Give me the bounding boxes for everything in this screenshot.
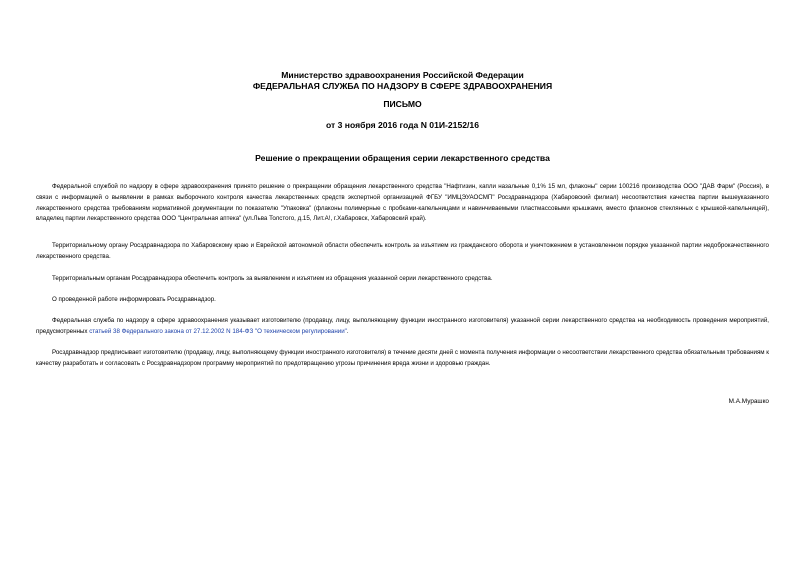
paragraph-territorial-control: Территориальным органам Росздравнадзора обеспечить контроль за выявлением и изъятием из обращения указанной серии лекарственного средства.	[52, 275, 493, 282]
document-subject: Решение о прекращении обращения серии лекарственного средства	[255, 153, 550, 163]
document-type: ПИСЬМО	[383, 99, 422, 109]
ministry-name: Министерство здравоохранения Российской Федерации	[281, 70, 524, 80]
service-name: ФЕДЕРАЛЬНАЯ СЛУЖБА ПО НАДЗОРУ В СФЕРЕ ЗДРАВООХРАНЕНИЯ	[252, 81, 553, 91]
paragraph-text-end: .	[346, 327, 349, 335]
paragraph-text: Федеральная служба по надзору в сфере здравоохранения указывает изготовителю (продавцу, лицу, выполняющему функции иностранного изготовителя) указанной серии лекарственного средства на необходимость проведения мероприятий, предусмотренных	[36, 317, 769, 335]
signature: М.А.Мурашко	[728, 398, 769, 405]
paragraph-manufacturer-measures	[36, 316, 769, 338]
document-header	[36, 70, 769, 92]
paragraph-report: О проведенной работе информировать Росздравнадзор.	[52, 296, 216, 303]
law-article-link[interactable]: статьей 38 Федерального закона от 27.12.2002 N 184-ФЗ "О техническом регулировании"	[89, 327, 347, 335]
paragraph-decision: Федеральной службой по надзору в сфере здравоохранения принято решение о прекращении обращения лекарственного средства "Нафтизин, капли назальные 0,1% 15 мл, флаконы" серии 100216 производства ООО "ДАВ Фарм" (Россия), в связи с информацией о выявлении в рамках выборочного контроля качества лекарственных средств экспертной организацией ФГБУ "ИМЦЭУАОСМП" Росздравнадзора (Хабаровский филиал) несоответствия качества партии вышеуказанного лекарственного средства требованиям нормативной документации по показателю "Упаковка" (флаконы полимерные с пробками-капельницами и навинчиваемыми пластмассовыми крышками, вместо флаконов стеклянных с крышкой-капельницей), владелец партии лекарственного средства ООО "Центральная аптека" (ул.Льва Толстого, д.15, Лит.А!, г.Хабаровск, Хабаровский край).	[36, 183, 769, 223]
document-date-number: от 3 ноября 2016 года N 01И-2152/16	[326, 120, 479, 130]
paragraph-prescription: Росздравнадзор предписывает изготовителю (продавцу, лицу, выполняющему функции иностранного изготовителя) в течение десяти дней с момента получения информации о несоответствии лекарственного средства обязательным требованиям к качеству разработать и согласовать с Росздравнадзором программу мероприятий по предотвращению угрозы причинения вреда жизни и здоровью граждан.	[36, 349, 769, 367]
paragraph-khabarovsk-control: Территориальному органу Росздравнадзора по Хабаровскому краю и Еврейской автономной области обеспечить контроль за изъятием из гражданского оборота и уничтожением в установленном порядке указанной партии недоброкачественного лекарственного средства.	[36, 242, 769, 260]
